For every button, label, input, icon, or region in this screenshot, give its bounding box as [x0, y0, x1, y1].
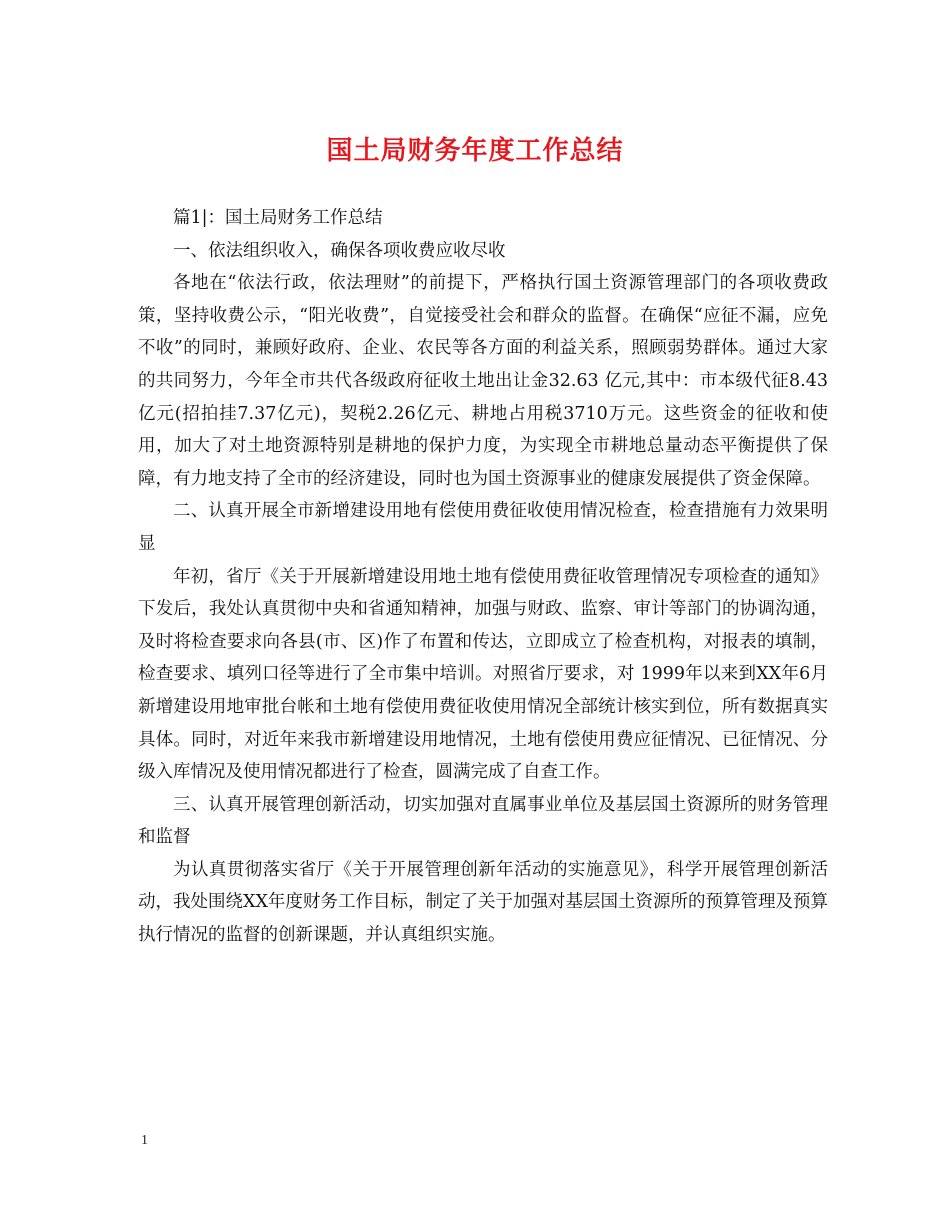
page-number: 1	[141, 1133, 148, 1148]
body-paragraph-2: 年初，省厅《关于开展新增建设用地土地有偿使用费征收管理情况专项检查的通知》下发后，我处认真贯彻中央和省通知精神，加强与财政、监察、审计等部门的协调沟通，及时将检查要求向各县(市、区)作了布置和传达，立即成立了检查机构，对报表的填制，检查要求、填列口径等进行了全市集中培训。对照省厅要求，对 1999年以来到XX年6月新增建设用地审批台帐和土地有偿使用费征收使用情况全部统计核实到位，所有数据真实具体。同时，对近年来我市新增建设用地情况，土地有偿使用费应征情况、已征情况、分级入库情况及使用情况都进行了检查，圆满完成了自查工作。	[138, 566, 828, 783]
section-heading-3: 三、认真开展管理创新活动，切实加强对直属事业单位及基层国土资源所的财务管理和监督	[138, 794, 828, 848]
section-heading-1: 一、依法组织收入，确保各项收费应收尽收	[173, 240, 506, 261]
article-label: 篇1|：国土局财务工作总结	[173, 208, 383, 228]
section-heading-2: 二、认真开展全市新增建设用地有偿使用费征收使用情况检查，检查措施有力效果明显	[138, 501, 828, 554]
document-title: 国土局财务年度工作总结	[326, 136, 624, 166]
body-paragraph-1: 各地在“依法行政，依法理财”的前提下，严格执行国土资源管理部门的各项收费政策，坚持收费公示，“阳光收费”，自觉接受社会和群众的监督。在确保“应征不漏，应免不收”的同时，兼顾好政府、企业、农民等各方面的利益关系，照顾弱势群体。通过大家的共同努力，今年全市共代各级政府征收土地出让金32.63 亿元,其中：市本级代征8.43亿元(招拍挂7.37亿元)，契税2.26亿元、耕地占用税3710万元。这些资金的征收和使用，加大了对土地资源特别是耕地的保护力度，为实现全市耕地总量动态平衡提供了保障，有力地支持了全市的经济建设，同时也为国土资源事业的健康发展提供了资金保障。	[138, 273, 828, 489]
body-paragraph-3: 为认真贯彻落实省厅《关于开展管理创新年活动的实施意见》，科学开展管理创新活动，我处围绕XX年度财务工作目标，制定了关于加强对基层国土资源所的预算管理及预算执行情况的监督的创新课题，并认真组织实施。	[138, 859, 828, 946]
document-body	[138, 202, 828, 952]
